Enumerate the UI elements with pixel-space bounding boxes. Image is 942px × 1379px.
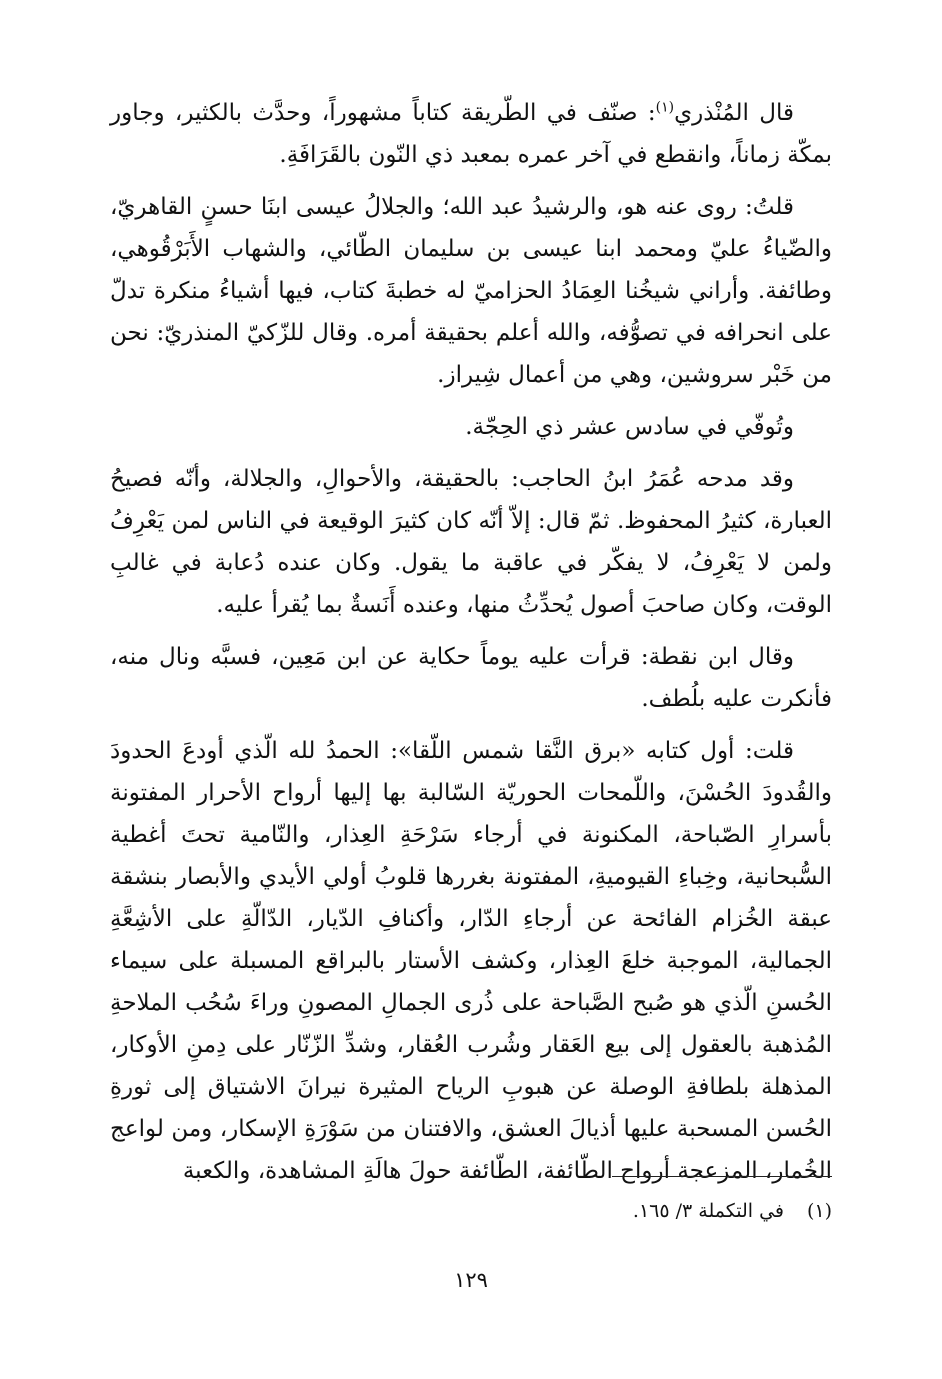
paragraph-1: [110, 92, 832, 176]
footnote-separator: [612, 1176, 832, 1177]
paragraph-5: وقال ابن نقطة: قرأت عليه يوماً حكاية عن ابن مَعِين، فسبَّه ونال منه، فأنكرت عليه بلُطف.: [110, 644, 832, 712]
footnote-reference: (١): [655, 99, 675, 116]
footnote-text: في التكملة ٣/ ١٦٥.: [632, 1200, 784, 1222]
paragraph-2: قلتُ: روى عنه هو، والرشيدُ عبد الله؛ والجلالُ عيسى ابنَا حسنٍ القاهريّ، والضّياءُ عليّ ومحمد ابنا عيسى بن سليمان الطّائي، والشهاب الأَبَرْقُوهي، وطائفة. وأراني شيخُنا العِمَادُ الحزاميّ له خطبةَ كتاب، فيها أشياءُ منكرة تدلّ على انحرافه في تصوُّفه، والله أعلم بحقيقة أمره. وقال للزّكيّ المنذريّ: نحن من خَبْر سروشين، وهي من أعمال شِيراز.: [110, 194, 832, 388]
paragraph-3: وتُوفّي في سادس عشر ذي الحِجّة.: [465, 414, 794, 440]
paragraph-1-rest: : صنّف في الطّريقة كتاباً مشهوراً، وحدَّث بالكثير، وجاور بمكّة زماناً، وانقطع في آخر عمره بمعبد ذي النّون بالقَرَافَةِ.: [110, 100, 832, 168]
footnote-number: (١): [806, 1200, 832, 1222]
paragraph-6: قلت: أول كتابه «برق النَّقا شمس اللّقا»: الحمدُ لله الّذي أودعَ الحدودَ والقُدودَ الحُسْنَ، واللّمحات الحوريّة السّالبة بها إليها أرواح الأحرار المفتونة بأسرارِ الصّباحة، المكنونة في أرجاء سَرْحَةِ العِذار، والنّامية تحتَ أغطية السُّبحانية، وخِباءِ القيوميةِ، المفتونة بغررها قلوبُ أولي الأيدي والأبصار بنشقة عبقة الخُزام الفائحة عن أرجاءِ الدّار، وأكنافِ الدّيار، الدّالّةِ على الأشِعَّةِ الجمالية، الموجبة خلعَ العِذار، وكشف الأستار بالبراقع المسبلة على سيماء الحُسنِ الّذي هو صُبح الصَّباحة على ذُرى الجمالِ المصونِ وراءَ سُحُب الملاحةِ المُذهبة بالعقول إلى بيع العَقار وشُرب العُقار، وشدِّ الزّنّار على دِمنِ الأوكار، المذهلة بلطافةِ الوصلة عن هبوبِ الرياح المثيرة نيرانَ الاشتياق إلى ثورةِ الحُسن المسحبة عليها أذيالَ العشق، والافتنان من سَوْرَةِ الإسكار، ومن لواعج الخُمار، المزعجة أرواح الطّائفة، الطّائفة حولَ هالَةِ المشاهدة، والكعبة: [110, 738, 832, 1184]
paragraph-1-start: قال المُنْذري: [674, 100, 794, 126]
page-number: ١٢٩: [454, 1268, 488, 1292]
paragraph-4: وقد مدحه عُمَرُ ابنُ الحاجب: بالحقيقة، والأحوالِ، والجلالة، وأنّه فصيحُ العبارة، كثيرُ المحفوظ. ثمّ قال: إلاّ أنّه كان كثيرَ الوقيعة في الناس لمن يَعْرِفُ ولمن لا يَعْرِفُ، لا يفكّر في عاقبة ما يقول. وكان عنده دُعابة في غالبِ الوقت، وكان صاحبَ أصول يُحدِّثُ منها، وعنده أَنَسةٌ بما يُقرأ عليه.: [110, 466, 832, 618]
footnote: [110, 1196, 832, 1226]
main-text: [110, 92, 832, 1202]
